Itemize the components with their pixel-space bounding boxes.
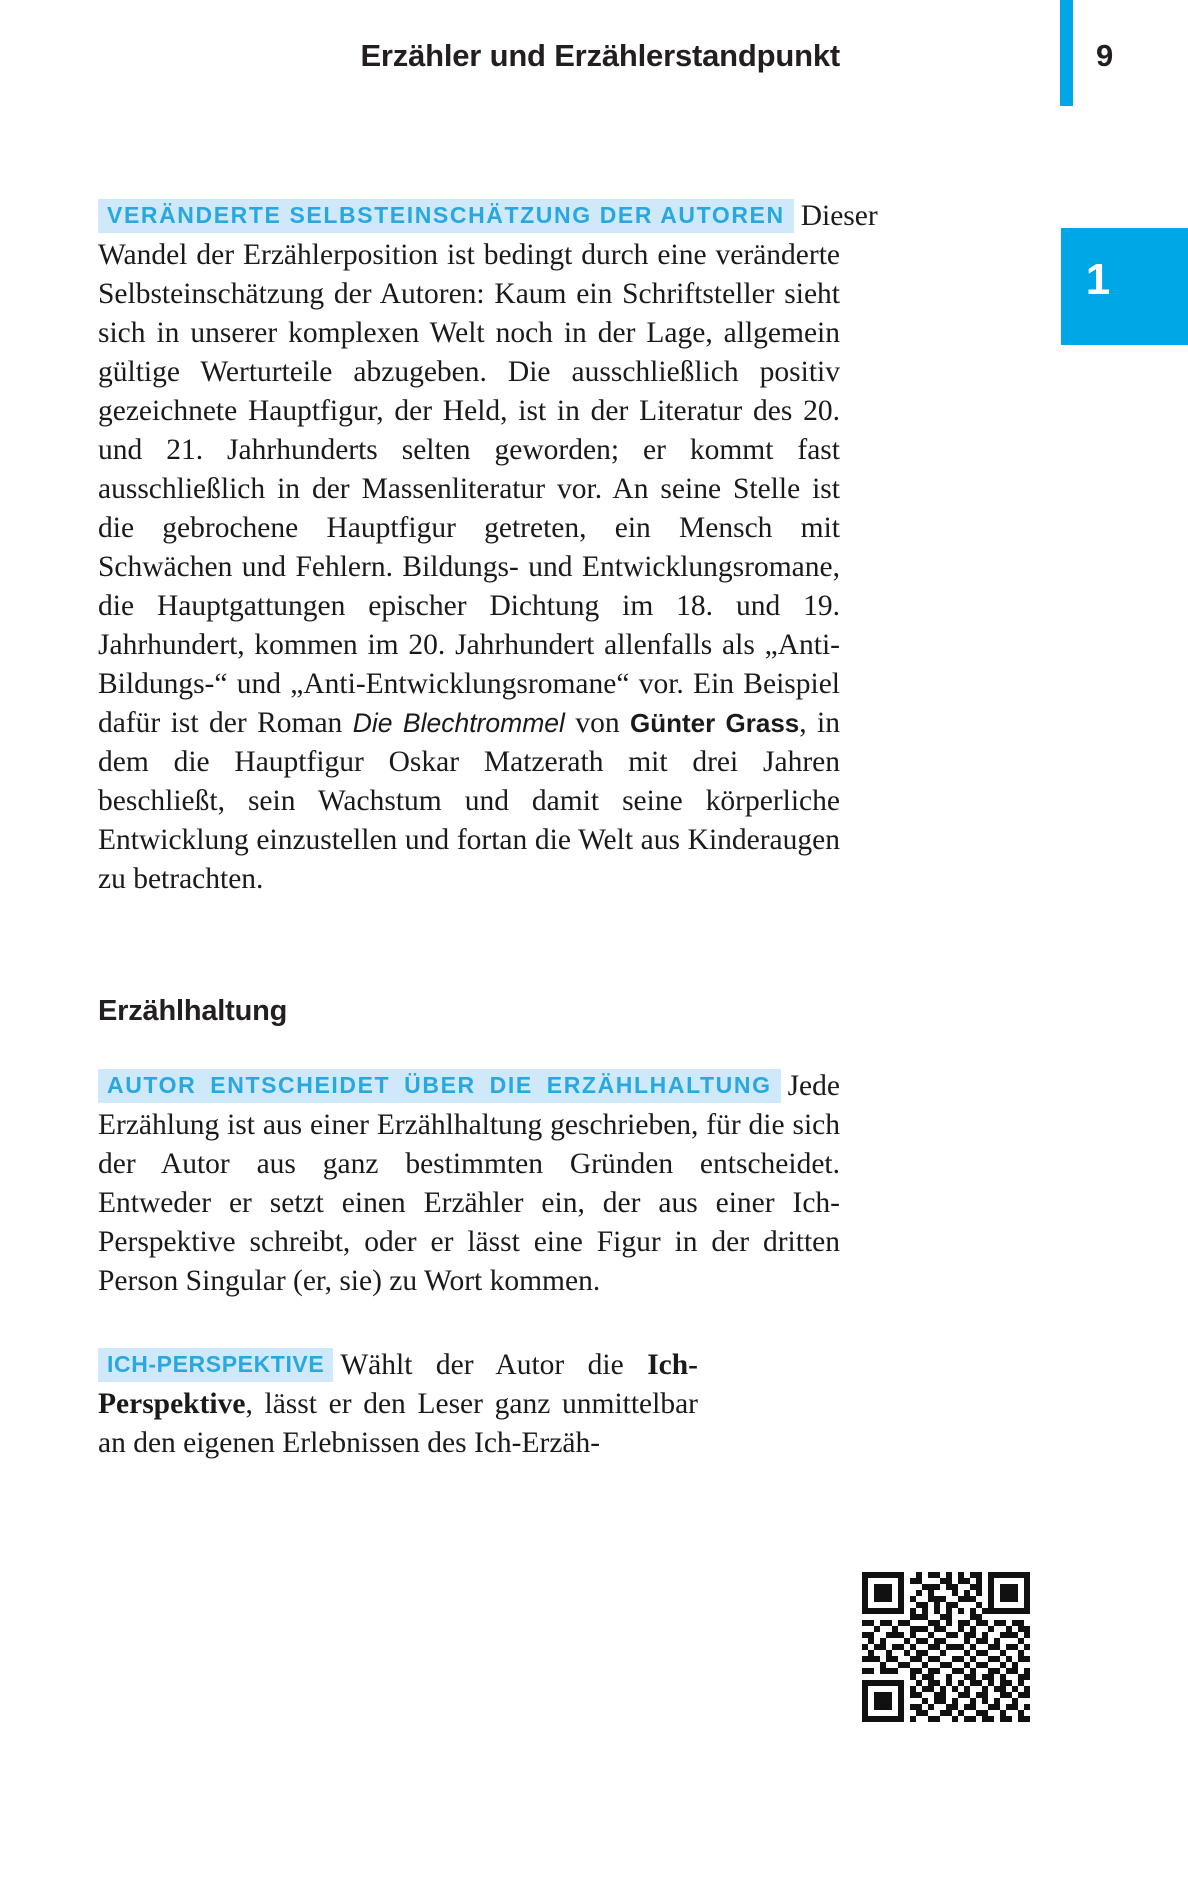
paragraph-ich-perspektive	[98, 1345, 698, 1463]
qr-code-image	[862, 1572, 1030, 1740]
running-head-accent-rule	[1060, 0, 1073, 106]
running-head	[0, 0, 1188, 110]
keyword-lead-in-3: ICH-PERSPEKTIVE	[98, 1348, 333, 1382]
paragraph-veraenderte-selbsteinschaetzung	[98, 196, 878, 899]
page-number: 9	[1096, 38, 1114, 73]
text-column	[98, 196, 878, 1463]
paragraph-3-text-part-2: , lässt er den Leser ganz unmittelbar an den eigenen Erlebnissen des Ich-Erzäh-	[98, 1388, 698, 1459]
spacer-before-paragraph-3	[98, 1301, 840, 1345]
paragraph-3-text-part-1: Wählt der Autor die	[340, 1349, 648, 1381]
book-title-blechtrommel: Die Blechtrommel	[352, 708, 565, 738]
spacer-after-paragraph-1	[98, 899, 840, 995]
paragraph-1-text-part-3: , in dem die Hauptfigur Oskar Matzerath mit drei Jahren beschließt, sein Wachstum und damit seine körperliche Entwicklung einzustellen und fortan die Welt aus Kinderaugen zu betrachten.	[98, 707, 841, 895]
qr-code[interactable]	[862, 1572, 1030, 1740]
paragraph-2-text: Jede Erzählung ist aus einer Erzählhaltung geschrieben, für die sich der Autor aus ganz bestimmten Gründen entscheidet. Entweder er setzt einen Erzähler ein, der aus einer Ich-Perspektive schreibt, oder er lässt eine Figur in der dritten Person Singular (er, sie) zu Wort kommen.	[98, 1070, 840, 1297]
running-head-title: Erzähler und Erzählerstandpunkt	[360, 38, 840, 73]
spacer-after-heading	[98, 1028, 840, 1066]
author-name-guenter-grass: Günter Grass	[630, 708, 800, 738]
section-heading-erzaehlhaltung: Erzählhaltung	[98, 995, 288, 1027]
keyword-lead-in-2: AUTOR ENTSCHEIDET ÜBER DIE ERZÄHLHALTUNG	[98, 1069, 781, 1103]
keyword-lead-in-1: VERÄNDERTE SELBSTEINSCHÄTZUNG DER AUTOREN	[98, 199, 794, 233]
paragraph-1-text-part-1: Dieser Wandel der Erzählerposition ist bedingt durch eine veränderte Selbsteinschätzung der Autoren: Kaum ein Schriftsteller sieht sich in unserer komplexen Welt noch in der Lage, allgemein gültige Werturteile abzugeben. Die ausschließlich positiv gezeichnete Hauptfigur, der Held, ist in der Literatur des 20. und 21. Jahrhunderts selten geworden; er kommt fast ausschließlich in der Massenliteratur vor. An seine Stelle ist die gebrochene Hauptfigur getreten, ein Mensch mit Schwächen und Fehlern. Bildungs- und Entwicklungsromane, die Hauptgattungen epischer Dichtung im 18. und 19. Jahrhundert, kommen im 20. Jahrhundert allenfalls als „Anti-Bildungs-“ und „Anti-Entwicklungsromane“ vor. Ein Beispiel dafür ist der Roman	[98, 200, 878, 739]
paragraph-autor-entscheidet	[98, 1066, 840, 1301]
chapter-thumb-tab	[1061, 228, 1188, 345]
term-ich-perspektive: Ich-Perspektive	[98, 1349, 698, 1420]
paragraph-1-text-part-2: von	[564, 707, 631, 739]
chapter-tab-number: 1	[1085, 255, 1111, 304]
